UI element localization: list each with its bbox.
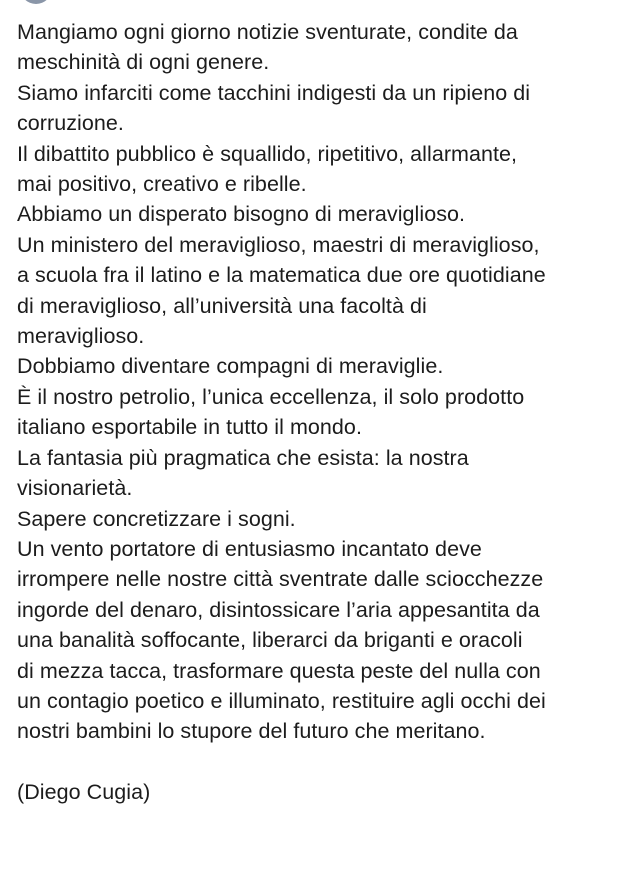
cropped-post-header bbox=[0, 0, 640, 6]
post-text-line: visionarietà. bbox=[17, 476, 133, 501]
post-text-line: La fantasia più pragmatica che esista: la nostra bbox=[17, 445, 469, 470]
post-text-line: corruzione. bbox=[17, 111, 124, 136]
post-text-line: di meraviglioso, all’università una facoltà di bbox=[17, 293, 427, 318]
post-text-line: una banalità soffocante, liberarci da briganti e oracoli bbox=[17, 628, 523, 653]
post-text-line: Siamo infarciti come tacchini indigesti da un ripieno di bbox=[17, 80, 531, 105]
post-text-line: Un vento portatore di entusiasmo incantato deve bbox=[17, 536, 482, 561]
post-text-line: Dobbiamo diventare compagni di meraviglie. bbox=[17, 354, 444, 379]
post-text-line: italiano esportabile in tutto il mondo. bbox=[17, 415, 362, 440]
post-text-line: meschinità di ogni genere. bbox=[17, 50, 270, 75]
post-text-line: È il nostro petrolio, l’unica eccellenza, il solo prodotto bbox=[17, 384, 525, 409]
post-text-line: nostri bambini lo stupore del futuro che meritano. bbox=[17, 719, 486, 744]
post-text-line: Sapere concretizzare i sogni. bbox=[17, 506, 296, 531]
post-text-line: mai positivo, creativo e ribelle. bbox=[17, 172, 307, 197]
post-text-line: Un ministero del meraviglioso, maestri di meraviglioso, bbox=[17, 232, 540, 257]
post-text-line: meraviglioso. bbox=[17, 324, 145, 349]
post-text-line: Mangiamo ogni giorno notizie sventurate, condite da bbox=[17, 20, 518, 44]
post-text-line: ingorde del denaro, disintossicare l’aria appesantita da bbox=[17, 597, 540, 622]
post-text-line: Il dibattito pubblico è squallido, ripetitivo, allarmante, bbox=[17, 141, 518, 166]
post-body bbox=[17, 17, 629, 808]
post-attribution: (Diego Cugia) bbox=[17, 780, 151, 805]
post-text-line: a scuola fra il latino e la matematica due ore quotidiane bbox=[17, 263, 546, 288]
post-text-line: di mezza tacca, trasformare questa peste del nulla con bbox=[17, 658, 541, 683]
post-text-line: Abbiamo un disperato bisogno di meraviglioso. bbox=[17, 202, 466, 227]
post-text-line: irrompere nelle nostre città sventrate dalle sciocchezze bbox=[17, 567, 544, 592]
paragraph-spacer bbox=[17, 747, 629, 777]
avatar[interactable] bbox=[20, 0, 52, 4]
post-text-line: un contagio poetico e illuminato, restituire agli occhi dei bbox=[17, 688, 546, 713]
